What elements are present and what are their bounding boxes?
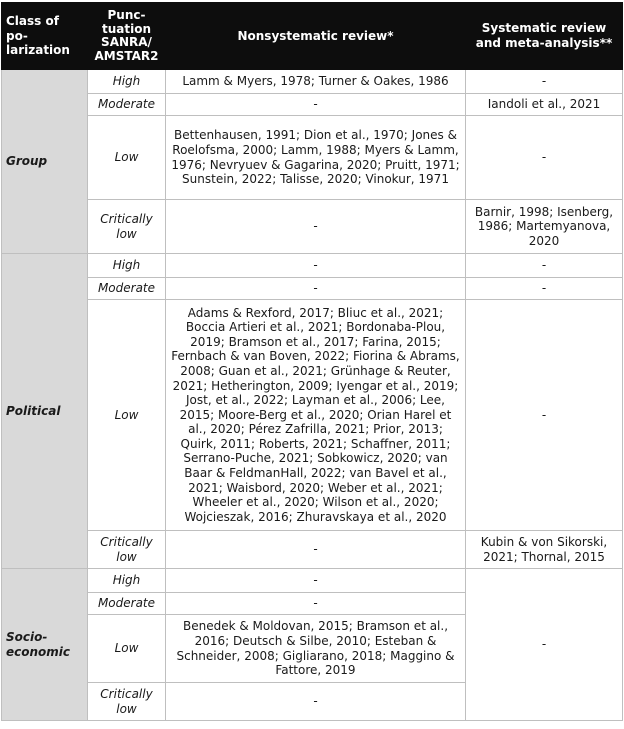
nonsystematic-cell: - xyxy=(166,200,466,254)
nonsystematic-cell: - xyxy=(166,254,466,278)
rating-cell: Low xyxy=(88,116,166,200)
rating-cell: Low xyxy=(88,300,166,531)
rating-cell: Moderate xyxy=(88,593,166,615)
table-row xyxy=(2,278,623,300)
systematic-cell: Iandoli et al., 2021 xyxy=(466,94,623,116)
systematic-cell: - xyxy=(466,300,623,531)
table-row xyxy=(2,531,623,569)
header-class: Class of po- larization xyxy=(2,3,88,70)
systematic-cell: - xyxy=(466,70,623,94)
systematic-cell: - xyxy=(466,278,623,300)
rating-cell: Low xyxy=(88,615,166,683)
rating-cell: Moderate xyxy=(88,94,166,116)
rating-cell: Critically low xyxy=(88,531,166,569)
systematic-cell: Barnir, 1998; Isenberg, 1986; Martemyanova, 2020 xyxy=(466,200,623,254)
header-punctuation: Punc- tuation SANRA/ AMSTAR2 xyxy=(88,3,166,70)
nonsystematic-cell: - xyxy=(166,683,466,721)
systematic-cell: - xyxy=(466,254,623,278)
rating-cell: High xyxy=(88,254,166,278)
header-nonsystematic: Nonsystematic review* xyxy=(166,3,466,70)
systematic-cell: Kubin & von Sikorski, 2021; Thornal, 2015 xyxy=(466,531,623,569)
nonsystematic-cell: - xyxy=(166,531,466,569)
rating-cell: High xyxy=(88,70,166,94)
header-row xyxy=(2,3,623,70)
nonsystematic-cell: - xyxy=(166,94,466,116)
rating-cell: Critically low xyxy=(88,200,166,254)
systematic-cell-merged: - xyxy=(466,569,623,721)
rating-cell: Moderate xyxy=(88,278,166,300)
nonsystematic-cell: - xyxy=(166,569,466,593)
nonsystematic-cell: Lamm & Myers, 1978; Turner & Oakes, 1986 xyxy=(166,70,466,94)
table-row xyxy=(2,116,623,200)
nonsystematic-cell: Benedek & Moldovan, 2015; Bramson et al., 2016; Deutsch & Silbe, 2010; Esteban & Schneider, 2008; Gigliarano, 2018; Maggino & Fattore, 2019 xyxy=(166,615,466,683)
table-row xyxy=(2,200,623,254)
class-socio-economic: Socio-economic xyxy=(2,569,88,721)
polarization-review-table xyxy=(1,2,623,721)
table-row xyxy=(2,569,623,593)
systematic-cell: - xyxy=(466,116,623,200)
class-political: Political xyxy=(2,254,88,569)
nonsystematic-cell: Adams & Rexford, 2017; Bliuc et al., 2021; Boccia Artieri et al., 2021; Bordonaba-Plou, 2019; Bramson et al., 2017; Farina, 2015; Fernbach & van Boven, 2022; Fiorina & Abrams, 2008; Guan et al., 2021; Grünhage & Reuter, 2021; Hetherington, 2009; Iyengar et al., 2019; Jost, et al., 2022; Layman et al., 2006; Lee, 2015; Moore-Berg et al., 2020; Orian Harel et al., 2020; Pérez Zafrilla, 2021; Prior, 2013; Quirk, 2011; Roberts, 2021; Schaffner, 2011; Serrano-Puche, 2021; Sobkowicz, 2020; van Baar & FeldmanHall, 2022; van Bavel et al., 2021; Waisbord, 2020; Weber et al., 2021; Wheeler et al., 2020; Wilson et al., 2020; Wojcieszak, 2016; Zhuravskaya et al., 2020 xyxy=(166,300,466,531)
rating-cell: Critically low xyxy=(88,683,166,721)
table-row xyxy=(2,70,623,94)
nonsystematic-cell: - xyxy=(166,593,466,615)
table-row xyxy=(2,300,623,531)
header-systematic: Systematic review and meta-analysis** xyxy=(466,3,623,70)
nonsystematic-cell: Bettenhausen, 1991; Dion et al., 1970; Jones & Roelofsma, 2000; Lamm, 1988; Myers & Lamm, 1976; Nevryuev & Gagarina, 2020; Pruitt, 1971; Sunstein, 2022; Talisse, 2020; Vinokur, 1971 xyxy=(166,116,466,200)
table-row xyxy=(2,254,623,278)
rating-cell: High xyxy=(88,569,166,593)
class-group: Group xyxy=(2,70,88,254)
table-row xyxy=(2,94,623,116)
nonsystematic-cell: - xyxy=(166,278,466,300)
